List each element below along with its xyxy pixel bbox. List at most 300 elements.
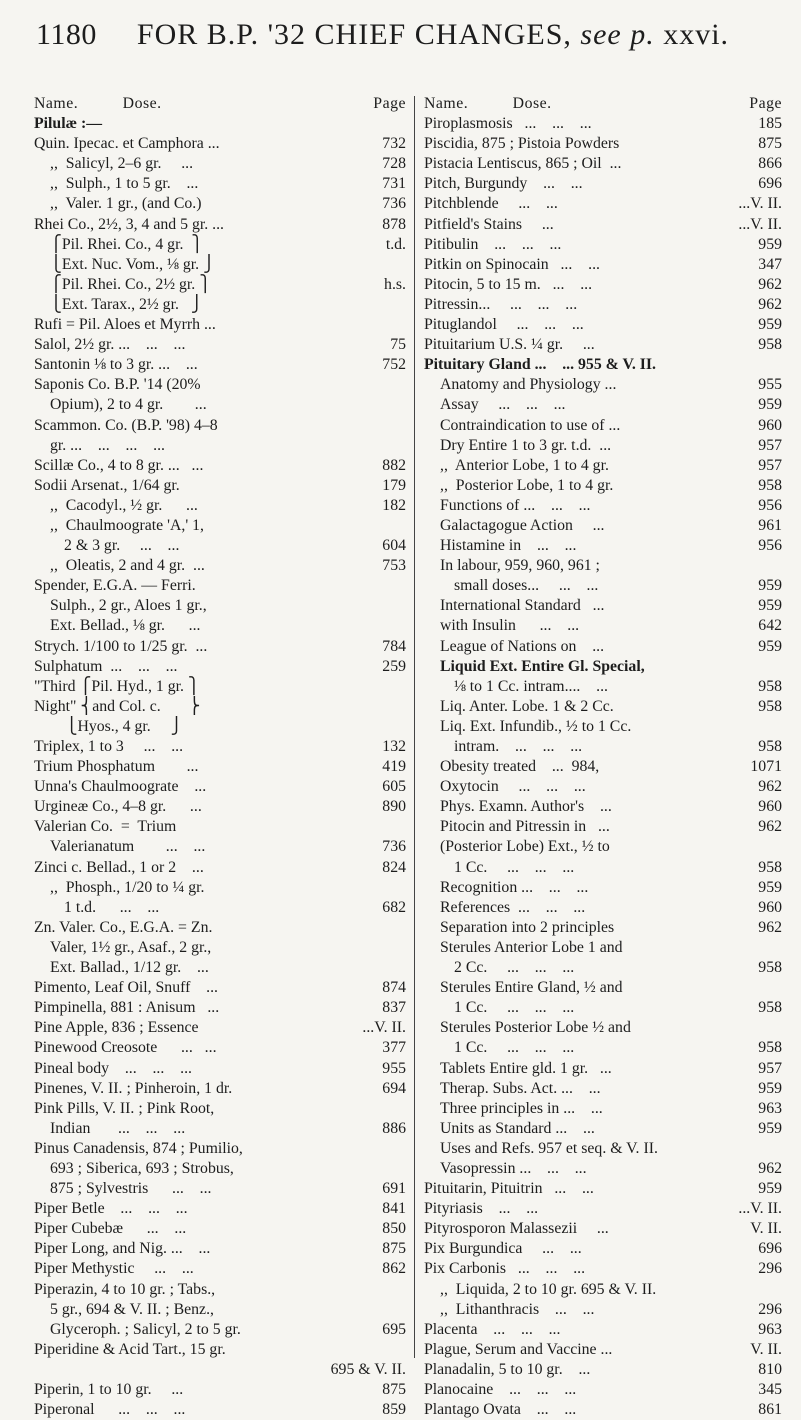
index-entry (424, 1380, 782, 1400)
page-number: 1180 (36, 18, 97, 51)
index-entry (34, 637, 406, 657)
entry-page-ref: 959 (758, 878, 782, 896)
entry-page-ref: 1071 (750, 758, 782, 776)
index-entry (424, 737, 782, 757)
index-entry (424, 1320, 782, 1340)
entry-text: Urgineæ Co., 4–8 gr. ... (34, 798, 202, 816)
index-entry (424, 134, 782, 154)
entry-text: Sterules Posterior Lobe ½ and (440, 1019, 631, 1037)
entry-page-ref: 837 (382, 999, 406, 1017)
entry-text: Pinewood Creosote ... ... (34, 1039, 217, 1057)
entry-text: Unna's Chaulmoograte ... (34, 778, 207, 796)
entry-text: Vasopressin ... ... ... (440, 1159, 587, 1177)
entry-text: Units as Standard ... ... (440, 1119, 595, 1137)
index-entry (424, 255, 782, 275)
index-entry (34, 918, 406, 938)
entry-text: Piper Cubebæ ... ... (34, 1220, 187, 1238)
index-entry (424, 1360, 782, 1380)
entry-text: Planadalin, 5 to 10 gr. ... (424, 1360, 591, 1378)
entry-text: Pitocin, 5 to 15 m. ... ... (424, 275, 593, 293)
entry-page-ref: 878 (382, 215, 406, 233)
entry-page-ref: t.d. (385, 235, 406, 253)
index-entry (424, 1059, 782, 1079)
entry-text: ⅛ to 1 Cc. intram.... ... (454, 677, 609, 695)
index-entry (424, 315, 782, 335)
index-entry (424, 416, 782, 436)
index-entry (424, 556, 782, 576)
index-entry (424, 154, 782, 174)
entry-page-ref: 696 (758, 175, 782, 193)
entry-page-ref: 955 (758, 376, 782, 394)
entry-text: ,, Sulph., 1 to 5 gr. ... (50, 175, 199, 193)
running-title-post: xxvi. (654, 18, 730, 51)
index-entry (424, 918, 782, 938)
index-entry (34, 898, 406, 918)
entry-page-ref: 419 (382, 758, 406, 776)
entry-text: Pilulæ :— (34, 115, 103, 133)
index-entry (424, 1018, 782, 1038)
entry-text: Histamine in ... ... (440, 537, 577, 555)
entry-text: Anatomy and Physiology ... (440, 376, 617, 394)
entry-text: Zn. Valer. Co., E.G.A. = Zn. (34, 918, 213, 936)
index-entry (34, 235, 406, 255)
entry-text: Pix Carbonis ... ... ... (424, 1260, 586, 1278)
entry-page-ref: 959 (758, 1119, 782, 1137)
index-entry (34, 536, 406, 556)
entry-text: Quin. Ipecac. et Camphora ... (34, 135, 220, 153)
entry-text: Piperidine & Acid Tart., 15 gr. (34, 1340, 226, 1358)
entry-page-ref: 875 (382, 1381, 406, 1398)
index-entry (34, 677, 406, 697)
entry-text: ⎩Hyos., 4 gr. ⎭ (34, 717, 183, 735)
entry-text: Piper Long, and Nig. ... ... (34, 1240, 211, 1258)
entry-page-ref: 962 (758, 275, 782, 293)
entry-page-ref: 850 (382, 1220, 406, 1238)
index-entry (424, 858, 782, 878)
index-entry (424, 496, 782, 516)
entry-page-ref: 259 (382, 657, 406, 675)
entry-text: Glyceroph. ; Salicyl, 2 to 5 gr. (50, 1320, 241, 1338)
entry-text: Zinci c. Bellad., 1 or 2 ... (34, 858, 204, 876)
index-entry (34, 1059, 406, 1079)
entry-page-ref: 296 (758, 1300, 782, 1318)
entry-page-ref: 347 (758, 255, 782, 273)
entry-page-ref: 958 (758, 959, 782, 977)
entry-page-ref: 960 (758, 898, 782, 916)
entry-page-ref: 962 (758, 818, 782, 836)
entry-page-ref: 962 (758, 918, 782, 936)
index-entry (34, 1300, 406, 1320)
entry-text: Plantago Ovata ... ... (424, 1401, 577, 1419)
entry-page-ref: 957 (758, 1059, 782, 1077)
index-entry (34, 194, 406, 214)
index-entry (34, 958, 406, 978)
entry-text: 2 & 3 gr. ... ... (64, 537, 180, 555)
index-columns (0, 94, 801, 1419)
entry-text: Santonin ⅛ to 3 gr. ... ... (34, 356, 198, 374)
entry-text: with Insulin ... ... (440, 617, 580, 635)
entry-text: Pitkin on Spinocain ... ... (424, 255, 600, 273)
index-entry (424, 456, 782, 476)
index-entry (34, 737, 406, 757)
entry-page-ref: 962 (758, 295, 782, 313)
entry-page-ref: 841 (382, 1200, 406, 1218)
page-header (36, 18, 771, 64)
index-entry (34, 998, 406, 1018)
entry-text: ⎩Ext. Nuc. Vom., ⅛ gr. ⎭ (50, 255, 215, 273)
entry-page-ref: 132 (382, 738, 406, 755)
entry-text: Pinenes, V. II. ; Pinheroin, 1 dr. (34, 1079, 233, 1097)
index-entry (424, 476, 782, 496)
entry-text: ⎧Pil. Rhei. Co., 4 gr. ⎫ (50, 235, 204, 253)
entry-text: Pituitarium U.S. ¼ gr. ... (424, 336, 595, 354)
index-entry (34, 1259, 406, 1279)
entry-page-ref: 959 (758, 316, 782, 334)
index-entry (424, 375, 782, 395)
entry-text: Pityriasis ... ... (424, 1200, 539, 1218)
index-entry (424, 395, 782, 415)
entry-text: Name. Dose. (424, 95, 552, 112)
entry-text: intram. ... ... ... (454, 738, 583, 755)
entry-text: Planocaine ... ... ... (424, 1381, 577, 1398)
entry-text: Sulphatum ... ... ... (34, 657, 178, 675)
entry-text: Pitfield's Stains ... (424, 215, 554, 233)
entry-page-ref: 695 (382, 1320, 406, 1338)
index-entry (34, 1099, 406, 1119)
index-entry (424, 275, 782, 295)
index-entry (424, 1259, 782, 1279)
entry-page-ref: 694 (382, 1079, 406, 1097)
index-entry (424, 1400, 782, 1420)
entry-text: Valerian Co. = Trium (34, 818, 177, 836)
entry-page-ref: 955 (382, 1059, 406, 1077)
index-entry (34, 596, 406, 616)
index-entry (34, 134, 406, 154)
entry-text: Obesity treated ... 984, (440, 758, 600, 776)
index-entry (424, 436, 782, 456)
entry-text: gr. ... ... ... ... (50, 436, 165, 454)
entry-text: League of Nations on ... (440, 637, 605, 655)
entry-text: Triplex, 1 to 3 ... ... (34, 738, 184, 755)
entry-text: Name. Dose. (34, 95, 162, 112)
entry-text: Piscidia, 875 ; Pistoia Powders (424, 135, 620, 153)
entry-text: 5 gr., 694 & V. II. ; Benz., (50, 1300, 214, 1318)
entry-page-ref: 959 (758, 1180, 782, 1198)
index-entry (34, 858, 406, 878)
entry-page-ref: 784 (382, 637, 406, 655)
index-entry (424, 596, 782, 616)
entry-text: Spender, E.G.A. — Ferri. (34, 577, 196, 595)
entry-text: Pituitary Gland ... ... 955 & V. II. (424, 356, 657, 374)
entry-page-ref: 958 (758, 1039, 782, 1057)
index-entry (424, 837, 782, 857)
index-entry (34, 817, 406, 837)
entry-page-ref: ...V. II. (362, 1019, 406, 1037)
entry-text: Pitchblende ... ... (424, 195, 558, 213)
entry-page-ref: 959 (758, 577, 782, 595)
entry-text: Strych. 1/100 to 1/25 gr. ... (34, 637, 208, 655)
entry-text: small doses... ... ... (454, 577, 599, 595)
entry-text: ,, Valer. 1 gr., (and Co.) (50, 195, 202, 213)
index-entry (424, 878, 782, 898)
index-entry (424, 958, 782, 978)
index-entry (34, 255, 406, 275)
entry-page-ref: 875 (382, 1240, 406, 1258)
index-entry (34, 114, 406, 134)
index-entry (424, 576, 782, 596)
entry-page-ref: 185 (758, 115, 782, 133)
entry-text: Sodii Arsenat., 1/64 gr. (34, 476, 180, 494)
entry-text: ,, Lithanthracis ... ... (440, 1300, 595, 1318)
index-entry (34, 1320, 406, 1340)
entry-text: Pitocin and Pitressin in ... (440, 818, 610, 836)
index-entry (34, 516, 406, 536)
entry-text: Valerianatum ... ... (50, 838, 206, 856)
entry-page-ref: 691 (382, 1180, 406, 1198)
entry-page-ref: 960 (758, 798, 782, 816)
entry-page-ref: 874 (382, 979, 406, 997)
index-entry (424, 355, 782, 375)
entry-text: Valer, 1½ gr., Asaf., 2 gr., (50, 938, 212, 956)
entry-text: ⎧Pil. Rhei. Co., 2½ gr. ⎫ (50, 275, 212, 293)
entry-page-ref: 179 (382, 476, 406, 494)
entry-page-ref: 866 (758, 155, 782, 173)
entry-page-ref: V. II. (750, 1220, 782, 1238)
entry-text: Pinus Canadensis, 874 ; Pumilio, (34, 1139, 243, 1157)
entry-page-ref: 695 & V. II. (330, 1360, 406, 1378)
index-entry (424, 757, 782, 777)
entry-text: Piperazin, 4 to 10 gr. ; Tabs., (34, 1280, 216, 1298)
entry-page-ref: 752 (382, 356, 406, 374)
index-entry (424, 295, 782, 315)
entry-page-ref: 956 (758, 496, 782, 514)
entry-page-ref: 962 (758, 1159, 782, 1177)
entry-page-ref: 957 (758, 456, 782, 474)
index-entry (34, 456, 406, 476)
entry-text: Piroplasmosis ... ... ... (424, 115, 592, 133)
index-entry (34, 1340, 406, 1360)
entry-text: Functions of ... ... ... (440, 496, 591, 514)
entry-page-ref: 959 (758, 637, 782, 655)
entry-text: Pistacia Lentiscus, 865 ; Oil ... (424, 155, 622, 173)
entry-text: ,, Cacodyl., ½ gr. ... (50, 496, 198, 514)
index-entry (34, 978, 406, 998)
entry-text: 1 t.d. ... ... (64, 898, 160, 916)
index-entry (424, 174, 782, 194)
index-entry (424, 335, 782, 355)
entry-text: Pineal body ... ... ... (34, 1059, 192, 1077)
index-entry (34, 315, 406, 335)
entry-page-ref: 682 (382, 898, 406, 916)
entry-text: Pituitarin, Pituitrin ... ... (424, 1180, 594, 1198)
entry-text: (Posterior Lobe) Ext., ½ to (440, 838, 610, 856)
entry-text: "Third ⎧Pil. Hyd., 1 gr. ⎫ (34, 677, 200, 695)
index-entry (424, 616, 782, 636)
left-column (34, 94, 406, 1420)
index-entry (34, 616, 406, 636)
entry-page-ref: 859 (382, 1401, 406, 1419)
entry-text: Pityrosporon Malassezii ... (424, 1220, 609, 1238)
index-entry (34, 395, 406, 415)
entry-page-ref: ...V. II. (738, 195, 782, 213)
entry-text: Plague, Serum and Vaccine ... (424, 1340, 613, 1358)
entry-text: Uses and Refs. 957 et seq. & V. II. (440, 1139, 658, 1157)
index-entry (424, 637, 782, 657)
entry-text: 2 Cc. ... ... ... (454, 959, 575, 977)
index-entry (424, 1179, 782, 1199)
entry-text: Pitressin... ... ... ... (424, 295, 578, 313)
entry-page-ref: 604 (382, 537, 406, 555)
entry-page-ref: 824 (382, 858, 406, 876)
index-entry (34, 1360, 406, 1380)
entry-text: Saponis Co. B.P. '14 (20% (34, 376, 201, 394)
index-entry (34, 174, 406, 194)
entry-page-ref: 960 (758, 416, 782, 434)
entry-text: Pitch, Burgundy ... ... (424, 175, 583, 193)
entry-page-ref: 958 (758, 738, 782, 755)
index-entry (424, 1159, 782, 1179)
index-entry (34, 1119, 406, 1139)
index-entry (424, 898, 782, 918)
entry-text: ,, Phosph., 1/20 to ¼ gr. (50, 878, 205, 896)
entry-text: 693 ; Siberica, 693 ; Strobus, (50, 1159, 234, 1177)
entry-page-ref: 861 (758, 1401, 782, 1419)
entry-page-ref: 962 (758, 778, 782, 796)
index-entry (424, 94, 782, 114)
index-entry (34, 1038, 406, 1058)
entry-text: Sterules Entire Gland, ½ and (440, 979, 623, 997)
index-entry (34, 657, 406, 677)
index-entry (34, 94, 406, 114)
index-entry (34, 275, 406, 295)
entry-page-ref: 75 (390, 336, 406, 354)
entry-text: Tablets Entire gld. 1 gr. ... (440, 1059, 612, 1077)
entry-page-ref: 736 (382, 838, 406, 856)
index-entry (424, 777, 782, 797)
entry-page-ref: 958 (758, 677, 782, 695)
index-entry (34, 1380, 406, 1400)
entry-page-ref: 890 (382, 798, 406, 816)
index-entry (424, 235, 782, 255)
index-entry (424, 1038, 782, 1058)
entry-text: ,, Oleatis, 2 and 4 gr. ... (50, 557, 205, 575)
entry-page-ref: 958 (758, 999, 782, 1017)
entry-text: Scillæ Co., 4 to 8 gr. ... ... (34, 456, 204, 474)
index-entry (424, 1139, 782, 1159)
index-entry (34, 1199, 406, 1219)
index-entry (34, 576, 406, 596)
entry-page-ref: 959 (758, 396, 782, 414)
index-entry (424, 536, 782, 556)
entry-page-ref: 963 (758, 1099, 782, 1117)
entry-text: Pituglandol ... ... ... (424, 316, 584, 334)
index-entry (34, 375, 406, 395)
index-entry (34, 697, 406, 717)
entry-page-ref: 963 (758, 1320, 782, 1338)
entry-page-ref: 642 (758, 617, 782, 635)
entry-page-ref: 345 (758, 1381, 782, 1398)
entry-text: Scammon. Co. (B.P. '98) 4–8 (34, 416, 218, 434)
entry-text: Opium), 2 to 4 gr. ... (50, 396, 207, 414)
index-entry (34, 496, 406, 516)
index-entry (34, 436, 406, 456)
entry-text: Salol, 2½ gr. ... ... ... (34, 336, 186, 354)
entry-page-ref: 732 (382, 135, 406, 153)
entry-text: Placenta ... ... ... (424, 1320, 561, 1338)
index-entry (424, 1300, 782, 1320)
entry-page-ref: 296 (758, 1260, 782, 1278)
index-entry (34, 1139, 406, 1159)
index-entry (34, 1159, 406, 1179)
index-entry (424, 215, 782, 235)
index-entry (34, 717, 406, 737)
index-entry (424, 1340, 782, 1360)
index-entry (424, 1119, 782, 1139)
entry-text: Galactagogue Action ... (440, 516, 605, 534)
index-entry (424, 1219, 782, 1239)
entry-text: Sulph., 2 gr., Aloes 1 gr., (50, 597, 207, 615)
entry-text: In labour, 959, 960, 961 ; (440, 557, 600, 575)
entry-text: References ... ... ... (440, 898, 586, 916)
entry-text: Liq. Ext. Infundib., ½ to 1 Cc. (440, 717, 632, 735)
entry-text: Rhei Co., 2½, 3, 4 and 5 gr. ... (34, 215, 224, 233)
entry-page-ref: 958 (758, 476, 782, 494)
running-title (137, 18, 729, 52)
entry-text: ,, Chaulmoograte 'A,' 1, (50, 516, 204, 534)
index-entry (424, 998, 782, 1018)
index-entry (424, 114, 782, 134)
entry-page-ref: 728 (382, 155, 406, 173)
entry-page-ref: 377 (382, 1039, 406, 1057)
index-entry (34, 757, 406, 777)
entry-text: ,, Anterior Lobe, 1 to 4 gr. (440, 456, 609, 474)
entry-text: Pix Burgundica ... ... (424, 1240, 582, 1258)
index-entry (424, 978, 782, 998)
index-entry (424, 717, 782, 737)
entry-text: Pink Pills, V. II. ; Pink Root, (34, 1099, 215, 1117)
entry-page-ref: 810 (758, 1360, 782, 1378)
entry-page-ref: 886 (382, 1119, 406, 1137)
entry-text: ,, Salicyl, 2–6 gr. ... (50, 155, 194, 173)
entry-text: ,, Liquida, 2 to 10 gr. 695 & V. II. (440, 1280, 657, 1298)
entry-page-ref: 731 (382, 175, 406, 193)
index-entry (34, 938, 406, 958)
index-entry (424, 697, 782, 717)
running-title-see: see p. (580, 18, 655, 51)
index-entry (424, 1280, 782, 1300)
entry-text: Oxytocin ... ... ... (440, 778, 586, 796)
running-title-pre: FOR B.P. '32 CHIEF CHANGES, (136, 18, 581, 51)
entry-text: ⎩Ext. Tarax., 2½ gr. ⎭ (50, 295, 203, 313)
entry-text: Assay ... ... ... (440, 396, 566, 414)
entry-text: Contraindication to use of ... (440, 416, 621, 434)
entry-page-ref: 882 (382, 456, 406, 474)
entry-text: Night" ⎨and Col. c. ⎬ (34, 697, 201, 715)
entry-page-ref: 957 (758, 436, 782, 454)
entry-page-ref: 958 (758, 336, 782, 354)
entry-text: Trium Phosphatum ... (34, 758, 199, 776)
index-entry (424, 938, 782, 958)
entry-text: Pitibulin ... ... ... (424, 235, 562, 253)
entry-page-ref: 958 (758, 858, 782, 876)
entry-text: Ext. Ballad., 1/12 gr. ... (50, 959, 209, 977)
index-entry (424, 194, 782, 214)
entry-text: Piper Betle ... ... ... (34, 1200, 188, 1218)
entry-page-ref: 182 (382, 496, 406, 514)
entry-text: International Standard ... (440, 597, 605, 615)
entry-text: Recognition ... ... ... (440, 878, 589, 896)
index-entry (424, 677, 782, 697)
